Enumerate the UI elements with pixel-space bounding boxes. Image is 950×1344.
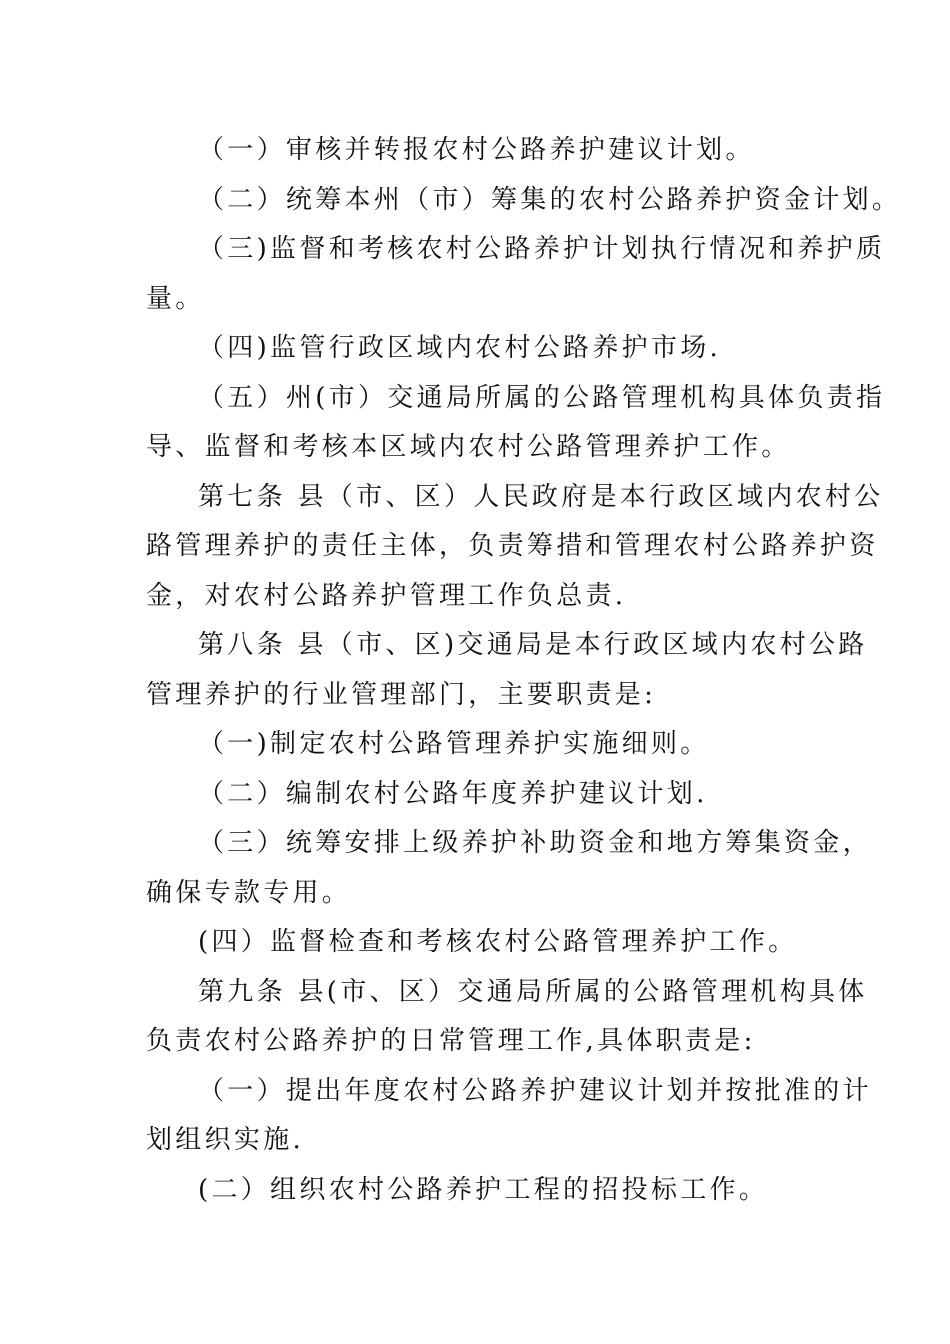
text-line: 确保专款专用。: [146, 878, 352, 908]
text-line: 划组织实施.: [146, 1125, 305, 1155]
text-line: （四)监管行政区域内农村公路养护市场.: [198, 333, 722, 363]
text-line: （二）编制农村公路年度养护建议计划.: [198, 779, 708, 809]
text-line: 导、监督和考核本区域内农村公路管理养护工作。: [146, 432, 791, 462]
text-line: 量。: [146, 284, 205, 314]
text-line: （三）统筹安排上级养护补助资金和地方筹集资金，: [198, 828, 872, 858]
text-line: 路管理养护的责任主体，负责筹措和管理农村公路养护资: [146, 531, 879, 561]
text-line: （三)监督和考核农村公路养护计划执行情况和养护质: [198, 234, 886, 264]
text-line: 管理养护的行业管理部门，主要职责是:: [146, 680, 657, 710]
text-line: 第八条 县（市、区)交通局是本行政区域内农村公路: [198, 630, 868, 660]
text-line: 第九条 县(市、区）交通局所属的公路管理机构具体: [198, 977, 868, 1007]
text-line: （一)制定农村公路管理养护实施细则。: [198, 729, 710, 759]
text-line: (四）监督检查和考核农村公路管理养护工作。: [198, 927, 798, 957]
text-line: (二）组织农村公路养护工程的招投标工作。: [198, 1175, 769, 1205]
text-line: （五）州(市）交通局所属的公路管理机构具体负责指: [198, 383, 886, 413]
text-line: 第七条 县（市、区）人民政府是本行政区域内农村公: [198, 482, 884, 512]
text-line: （一）提出年度农村公路养护建议计划并按批准的计: [198, 1076, 872, 1106]
text-line: 负责农村公路养护的日常管理工作,具体职责是:: [146, 1026, 756, 1056]
text-line: 金，对农村公路养护管理工作负总责.: [146, 581, 627, 611]
text-line: （二）统筹本州（市）筹集的农村公路养护资金计划。: [198, 185, 902, 215]
text-line: （一）审核并转报农村公路养护建议计划。: [198, 135, 755, 165]
